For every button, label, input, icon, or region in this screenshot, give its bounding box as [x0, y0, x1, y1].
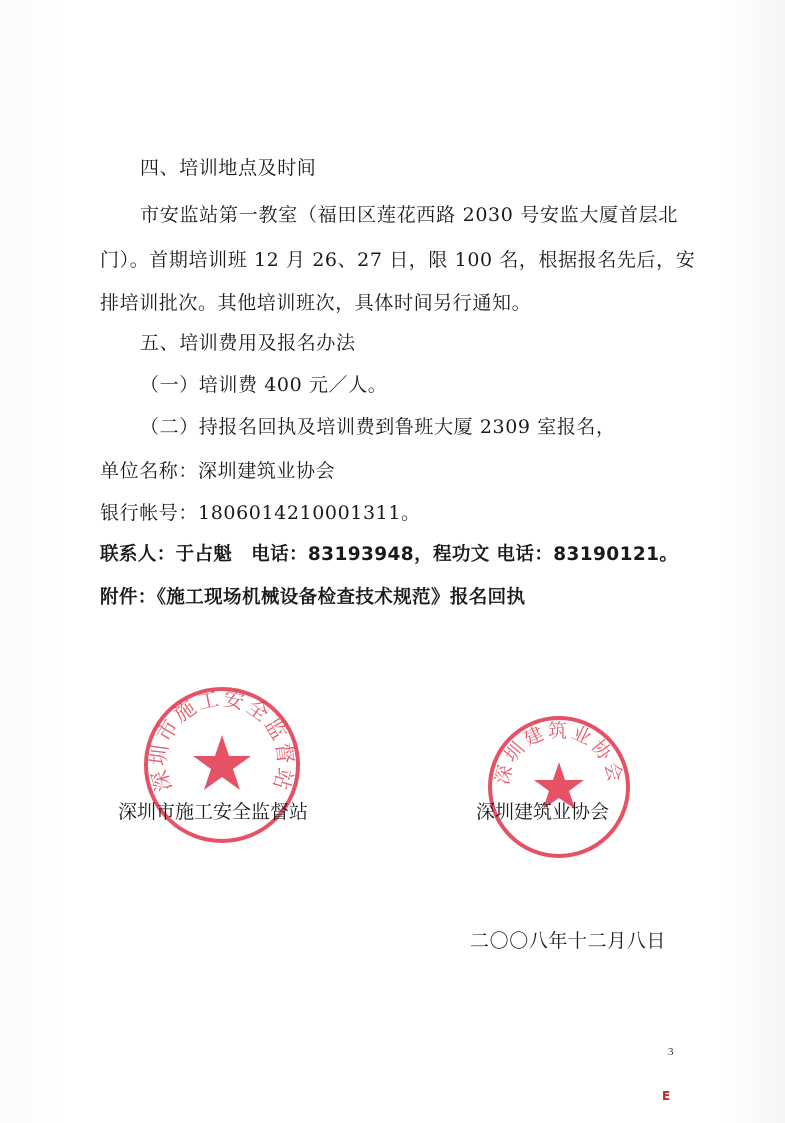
left-organization-signature: 深圳市施工安全监督站: [118, 801, 309, 823]
section-5-item-2: （二）持报名回执及培训费到鲁班大厦 2309 室报名，: [140, 416, 616, 438]
right-organization-signature: 深圳建筑业协会: [476, 801, 610, 823]
section-4-paragraph-line-1: 市安监站第一教室（福田区莲花西路 2030 号安监大厦首层北: [140, 204, 678, 226]
right-seal-text: 深圳建筑业协会: [491, 719, 627, 787]
left-seal-star-icon: [193, 735, 251, 790]
section-4-heading: 四、培训地点及时间: [140, 157, 317, 179]
contact-info: 联系人：于占魁 电话：83193948，程功文 电话：83190121。: [100, 544, 679, 565]
section-5-heading: 五、培训费用及报名办法: [140, 332, 356, 354]
section-5-item-1: （一）培训费 400 元／人。: [140, 374, 388, 396]
section-4-paragraph-line-2: 门）。首期培训班 12 月 26、27 日，限 100 名，根据报名先后，安: [100, 249, 696, 271]
document-date: 二〇〇八年十二月八日: [470, 930, 667, 952]
unit-name: 单位名称：深圳建筑业协会: [100, 460, 336, 482]
page-number: 3: [668, 1046, 674, 1058]
section-4-paragraph-line-3: 排培训批次。其他培训班次，具体时间另行通知。: [100, 292, 532, 314]
left-seal-text: 深圳市施工安全监督站: [146, 686, 298, 795]
bank-account: 银行帐号：1806014210001311。: [100, 502, 421, 524]
right-official-seal: [484, 712, 634, 862]
attachment-note: 附件：《施工现场机械设备检查技术规范》报名回执: [100, 587, 526, 608]
corner-mark: E: [662, 1089, 671, 1103]
